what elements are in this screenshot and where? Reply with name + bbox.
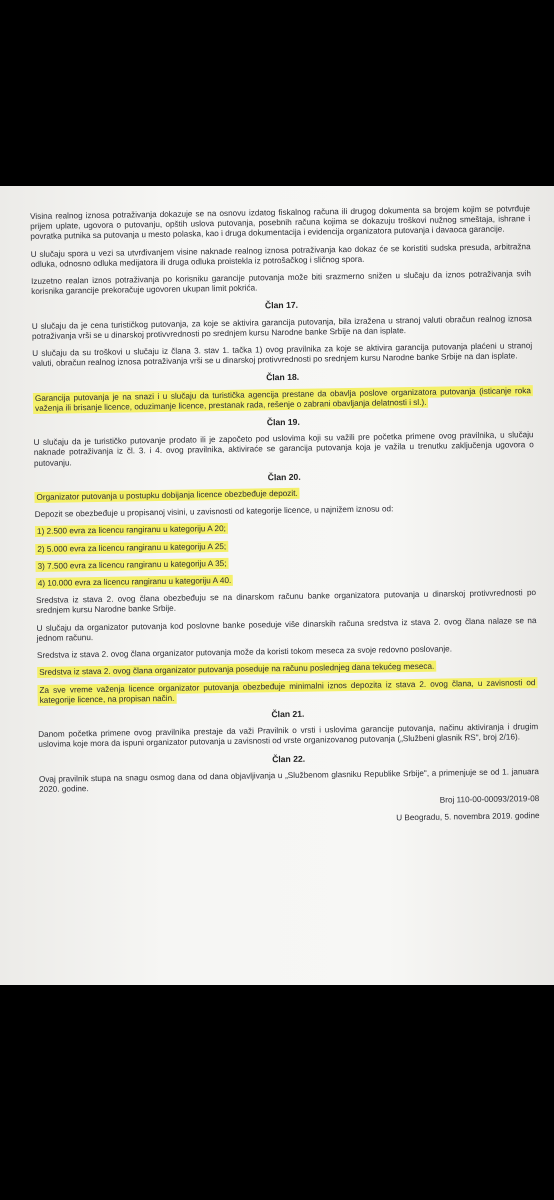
paragraph: U slučaju da organizator putovanja kod poslovne banke poseduje više dinarskih računa sredstva iz stava 2. ovog člana nalaze se na jednom računu.: [36, 615, 537, 643]
highlight: 2) 5.000 evra za licencu rangiranu u kategoriju A 25;: [35, 541, 228, 555]
highlight: Za sve vreme važenja licence organizator putovanja obezbeđuje minimalni iznos depozita iz stava 2. ovog člana, u zavisnosti od kategorije licence, na propisan način.: [37, 677, 537, 706]
article-heading: Član 22.: [272, 753, 306, 764]
paragraph-highlighted: [37, 660, 537, 678]
bottom-black-area: [0, 985, 554, 1200]
paragraph: Sredstva iz stava 2. ovog člana organizator putovanja može da koristi tokom meseca za svoje redovno poslovanje.: [36, 644, 453, 661]
paragraph: U slučaju da je turističko putovanje prodato ili je započeto pod uslovima koji su važili pre početka primene ovog pravilnika, u slučaju naknade potraživanja iz čl. 3. i 4. ovog pravilnika, aktiviraće se garancija putovanja koja je važila u trenutku zaključenja ugovora o putovanju.: [33, 430, 534, 468]
paragraph-highlighted: [37, 678, 537, 706]
paragraph: Danom početka primene ovog pravilnika prestaje da važi Pravilnik o vrsti i uslovima garancije putovanja, načinu aktiviranja i drugim uslovima koje mora da ispuni organizator putovanja u zavisnosti od vrste organizovanog putovanja („Službeni glasnik RS", broj 2/16).: [38, 722, 539, 750]
paragraph: Visina realnog iznosa potraživanja dokazuje se na osnovu izdatog fiskalnog računa ili drugog dokumenta sa brojem kojim se potvrđuje prijem uplate, ugovora o putovanju, opštih uslova putovanja, posebnih računa kojima se dokazuju troškovi nužnog smeštaja, ishrane i povratka putnika sa putovanja u mesto polaska, kao i druga dokumentacija i evidencija organizatora putovanja i davaoca garancije.: [30, 204, 531, 242]
document-text: [30, 204, 540, 836]
paragraph: Depozit se obezbeđuje u propisanoj visini, u zavisnosti od kategorije licence, u najnižem iznosu od:: [34, 504, 394, 520]
paragraph-highlighted: [34, 485, 534, 503]
article-heading: Član 18.: [266, 372, 300, 383]
article-heading: Član 21.: [271, 708, 305, 720]
paragraph-highlighted: [33, 386, 533, 414]
paragraph: Ovaj pravilnik stupa na snagu osmog dana od dana objavljivanja u „Službenom glasniku Republike Srbije", a primenjuje se od 1. januara 2020. godine.: [38, 766, 539, 794]
paragraph: Sredstva iz stava 2. ovog člana obezbeđuju se na dinarskom računu banke organizatora putovanja u dinarskoj protivvrednosti po srednjem kursu Narodne banke Srbije.: [36, 588, 537, 616]
highlight: 4) 10.000 evra za licencu rangiranu u kategoriju A 40.: [36, 575, 234, 589]
list-item: [35, 554, 535, 572]
article-heading: Član 19.: [266, 416, 300, 428]
highlight: Sredstva iz stava 2. ovog člana organizator putovanja poseduje na računu poslednjeg dana tekućeg meseca.: [37, 661, 436, 678]
highlight: Garancija putovanja je na snazi i u slučaju da turistička agencija prestane da obavlja poslove organizatora putovanja (isticanje roka važenja ili brisanje licence, oduzimanje licence, prestanak rada, rešenje o zabrani obavljanja delatnosti i sl.).: [33, 385, 533, 414]
document-number: Broj 110-00-00093/2019-08: [439, 794, 540, 805]
highlight: 1) 2.500 evra za licencu rangiranu u kategoriju A 20;: [35, 523, 228, 537]
paragraph: Izuzetno realan iznos potraživanja po korisniku garancije putovanja može biti srazmerno snižen u slučaju da iznos potraživanja svih korisnika garancije prekoračuje ugovoren ukupan limit pokrića.: [31, 269, 532, 297]
article-heading: Član 17.: [264, 300, 299, 311]
list-item: [36, 571, 536, 589]
article-heading: Član 20.: [267, 471, 301, 483]
document-page: [0, 186, 554, 985]
document-date: U Beogradu, 5. novembra 2019. godine: [396, 811, 540, 823]
paragraph: U slučaju da su troškovi u slučaju iz člana 3. stav 1. tačka 1) ovog pravilnika za koje se aktivira garancija putovanja plaćeni u stranoj valuti, obračun realnog iznosa potraživanja vrši se u dinarskoj protivvrednosti po srednjem kursu Narodne banke Srbije na dan isplate.: [32, 341, 533, 369]
highlight: Organizator putovanja u postupku dobijanja licence obezbeđuje depozit.: [34, 488, 299, 503]
list-item: [35, 520, 535, 538]
highlight: 3) 7.500 evra za licencu rangiranu u kategoriju A 35;: [35, 558, 228, 572]
list-item: [35, 537, 535, 555]
top-black-area: [0, 0, 554, 186]
paragraph: U slučaju spora u vezi sa utvrđivanjem visine naknade realnog iznosa potraživanja kao dokaz će se koristiti sudska presuda, arbitražna odluka, odnosno odluka medijatora ili druga odluka proistekla iz potrošačkog i sličnog spora.: [30, 241, 531, 269]
paragraph: U slučaju da je cena turističkog putovanja, za koje se aktivira garancija putovanja, bila izražena u stranoj valuti obračun realnog iznosa potraživanja vrši se u dinarskoj protivvrednosti po srednjem kursu Narodne banke Srbije na dan isplate.: [31, 313, 532, 341]
